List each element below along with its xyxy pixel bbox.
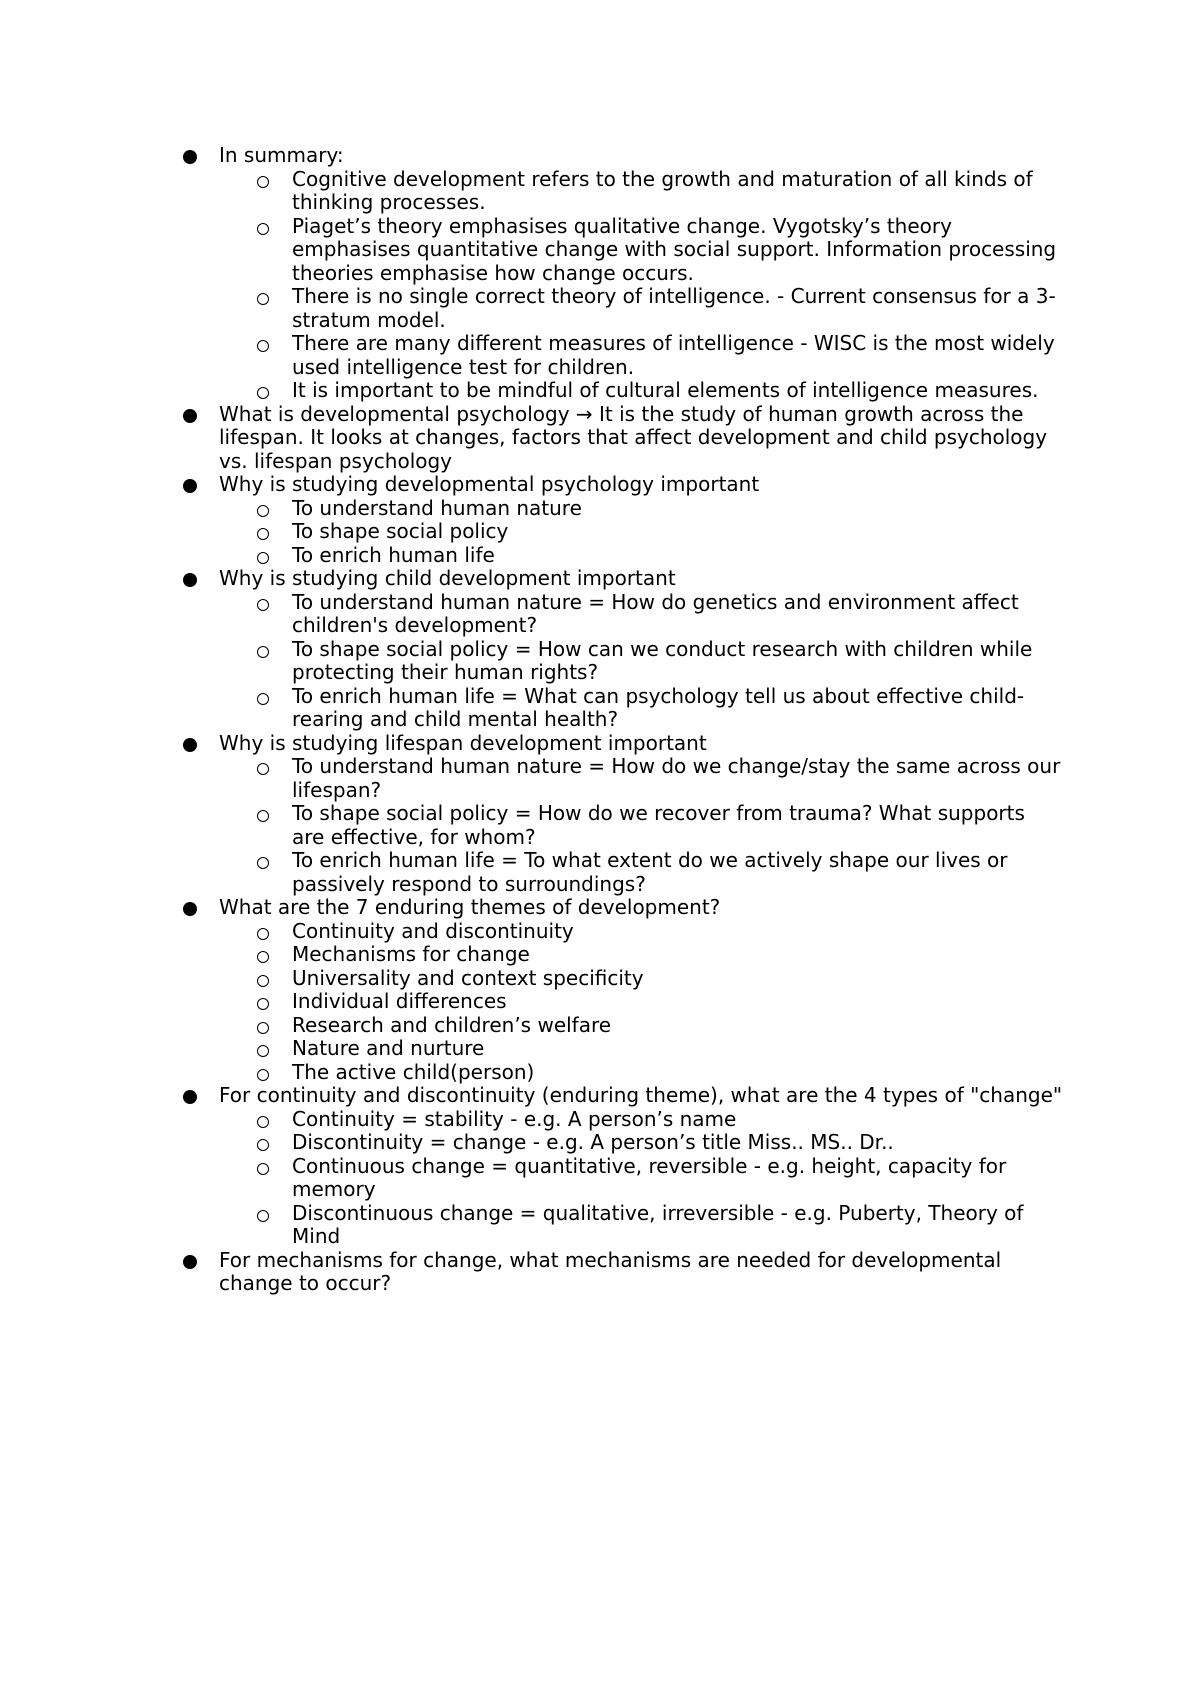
sub-list: [183, 755, 1063, 896]
sub-list-item: [183, 1108, 1063, 1132]
sub-list-item-text: Cognitive development refers to the growth and maturation of all kinds of thinking processes.: [292, 166, 1033, 214]
bullet-outline: [183, 144, 1063, 1296]
sub-list-item: [183, 1202, 1063, 1249]
sub-list-item-text: Universality and context specificity: [292, 965, 644, 990]
sub-list-item: [183, 1037, 1063, 1061]
filled-bullet-icon: [183, 573, 197, 587]
sub-list-item-text: Mechanisms for change: [292, 942, 530, 966]
sub-list-item-text: To enrich human life = To what extent do we actively shape our lives or passively respond to surroundings?: [292, 848, 1008, 896]
sub-list-item-text: Discontinuous change = qualitative, irreversible - e.g. Puberty, Theory of Mind: [292, 1200, 1024, 1248]
sub-list: [183, 497, 1063, 568]
outline-item-text: Why is studying lifespan development important: [219, 730, 707, 755]
outline-item-text: Why is studying child development important: [219, 566, 676, 590]
sub-list: [183, 168, 1063, 403]
hollow-bullet-icon: [257, 387, 269, 399]
sub-list-item: [183, 849, 1063, 896]
hollow-bullet-icon: [257, 1069, 269, 1081]
sub-list-item-text: Continuous change = quantitative, reversible - e.g. height, capacity for memory: [292, 1153, 1007, 1201]
hollow-bullet-icon: [257, 646, 269, 658]
outline-item-text: In summary:: [219, 143, 344, 167]
outline-item: [183, 403, 1063, 474]
sub-list: [183, 1108, 1063, 1249]
hollow-bullet-icon: [257, 1163, 269, 1175]
sub-list-item: [183, 1014, 1063, 1038]
filled-bullet-icon: [183, 150, 197, 164]
sub-list-item: [183, 1155, 1063, 1202]
sub-list-item-text: There are many different measures of intelligence - WISC is the most widely used intelligence test for children.: [292, 331, 1055, 379]
filled-bullet-icon: [183, 1255, 197, 1269]
hollow-bullet-icon: [257, 1022, 269, 1034]
sub-list-item-text: To enrich human life: [292, 542, 495, 567]
sub-list: [183, 591, 1063, 732]
sub-list-item-text: To shape social policy = How can we conduct research with children while protecting their human rights?: [292, 636, 1033, 684]
outline-item: [183, 567, 1063, 732]
sub-list-item: [183, 685, 1063, 732]
outline-item: [183, 1084, 1063, 1249]
sub-list-item: [183, 497, 1063, 521]
outline-item: [183, 896, 1063, 1084]
filled-bullet-icon: [183, 738, 197, 752]
filled-bullet-icon: [183, 1090, 197, 1104]
sub-list-item-text: To shape social policy: [292, 519, 509, 543]
sub-list-item-text: To understand human nature: [292, 495, 582, 520]
hollow-bullet-icon: [257, 293, 269, 305]
sub-list-item-text: The active child(person): [292, 1059, 535, 1084]
hollow-bullet-icon: [257, 998, 269, 1010]
sub-list-item-text: To enrich human life = What can psychology tell us about effective child-rearing and child mental health?: [292, 683, 1025, 731]
outline-item: [183, 732, 1063, 897]
hollow-bullet-icon: [257, 599, 269, 611]
sub-list-item-text: To understand human nature = How do genetics and environment affect children's development?: [292, 589, 1019, 637]
outline-item-text: Why is studying developmental psychology important: [219, 472, 760, 496]
outline-item: [183, 473, 1063, 567]
hollow-bullet-icon: [257, 1210, 269, 1222]
sub-list-item: [183, 215, 1063, 286]
sub-list-item: [183, 285, 1063, 332]
hollow-bullet-icon: [257, 763, 269, 775]
hollow-bullet-icon: [257, 505, 269, 517]
sub-list-item-text: To understand human nature = How do we change/stay the same across our lifespan?: [292, 754, 1061, 802]
sub-list-item: [183, 544, 1063, 568]
sub-list-item: [183, 1061, 1063, 1085]
hollow-bullet-icon: [257, 340, 269, 352]
sub-list-item-text: Nature and nurture: [292, 1036, 485, 1060]
sub-list-item: [183, 943, 1063, 967]
outline-item-text: For continuity and discontinuity (enduring theme), what are the 4 types of "change": [219, 1083, 1063, 1107]
outline-item-text: What is developmental psychology → It is the study of human growth across the lifespan. It looks at changes, factors that affect development and child psychology vs. lifespan psychology: [219, 401, 1048, 473]
sub-list-item-text: There is no single correct theory of intelligence. - Current consensus for a 3-stratum model.: [292, 284, 1056, 332]
sub-list-item: [183, 990, 1063, 1014]
hollow-bullet-icon: [257, 528, 269, 540]
hollow-bullet-icon: [257, 693, 269, 705]
sub-list-item: [183, 332, 1063, 379]
filled-bullet-icon: [183, 409, 197, 423]
filled-bullet-icon: [183, 902, 197, 916]
sub-list-item: [183, 168, 1063, 215]
hollow-bullet-icon: [257, 1116, 269, 1128]
hollow-bullet-icon: [257, 552, 269, 564]
hollow-bullet-icon: [257, 223, 269, 235]
sub-list-item: [183, 755, 1063, 802]
sub-list-item: [183, 638, 1063, 685]
sub-list-item: [183, 967, 1063, 991]
sub-list: [183, 920, 1063, 1085]
sub-list-item: [183, 802, 1063, 849]
outline-item: [183, 1249, 1063, 1296]
sub-list-item: [183, 1131, 1063, 1155]
hollow-bullet-icon: [257, 810, 269, 822]
hollow-bullet-icon: [257, 176, 269, 188]
sub-list-item-text: To shape social policy = How do we recover from trauma? What supports are effective, for whom?: [292, 801, 1025, 849]
sub-list-item-text: Individual differences: [292, 989, 507, 1013]
notes-content: [183, 144, 1063, 1296]
sub-list-item: [183, 591, 1063, 638]
outline-item: [183, 144, 1063, 403]
hollow-bullet-icon: [257, 928, 269, 940]
hollow-bullet-icon: [257, 951, 269, 963]
hollow-bullet-icon: [257, 975, 269, 987]
sub-list-item: [183, 379, 1063, 403]
hollow-bullet-icon: [257, 1045, 269, 1057]
outline-item-text: What are the 7 enduring themes of development?: [219, 895, 721, 919]
filled-bullet-icon: [183, 479, 197, 493]
sub-list-item-text: Research and children’s welfare: [292, 1012, 612, 1037]
sub-list-item-text: It is important to be mindful of cultural elements of intelligence measures.: [292, 378, 1039, 402]
sub-list-item-text: Continuity and discontinuity: [292, 918, 574, 943]
sub-list-item-text: Piaget’s theory emphasises qualitative change. Vygotsky’s theory emphasises quantitative change with social support. Information processing theories emphasise how change occurs.: [292, 213, 1057, 285]
hollow-bullet-icon: [257, 857, 269, 869]
sub-list-item-text: Continuity = stability - e.g. A person’s name: [292, 1106, 737, 1131]
sub-list-item: [183, 920, 1063, 944]
outline-item-text: For mechanisms for change, what mechanisms are needed for developmental change to occur?: [219, 1247, 1002, 1295]
hollow-bullet-icon: [257, 1139, 269, 1151]
sub-list-item: [183, 520, 1063, 544]
sub-list-item-text: Discontinuity = change - e.g. A person’s title Miss.. MS.. Dr..: [292, 1130, 894, 1154]
